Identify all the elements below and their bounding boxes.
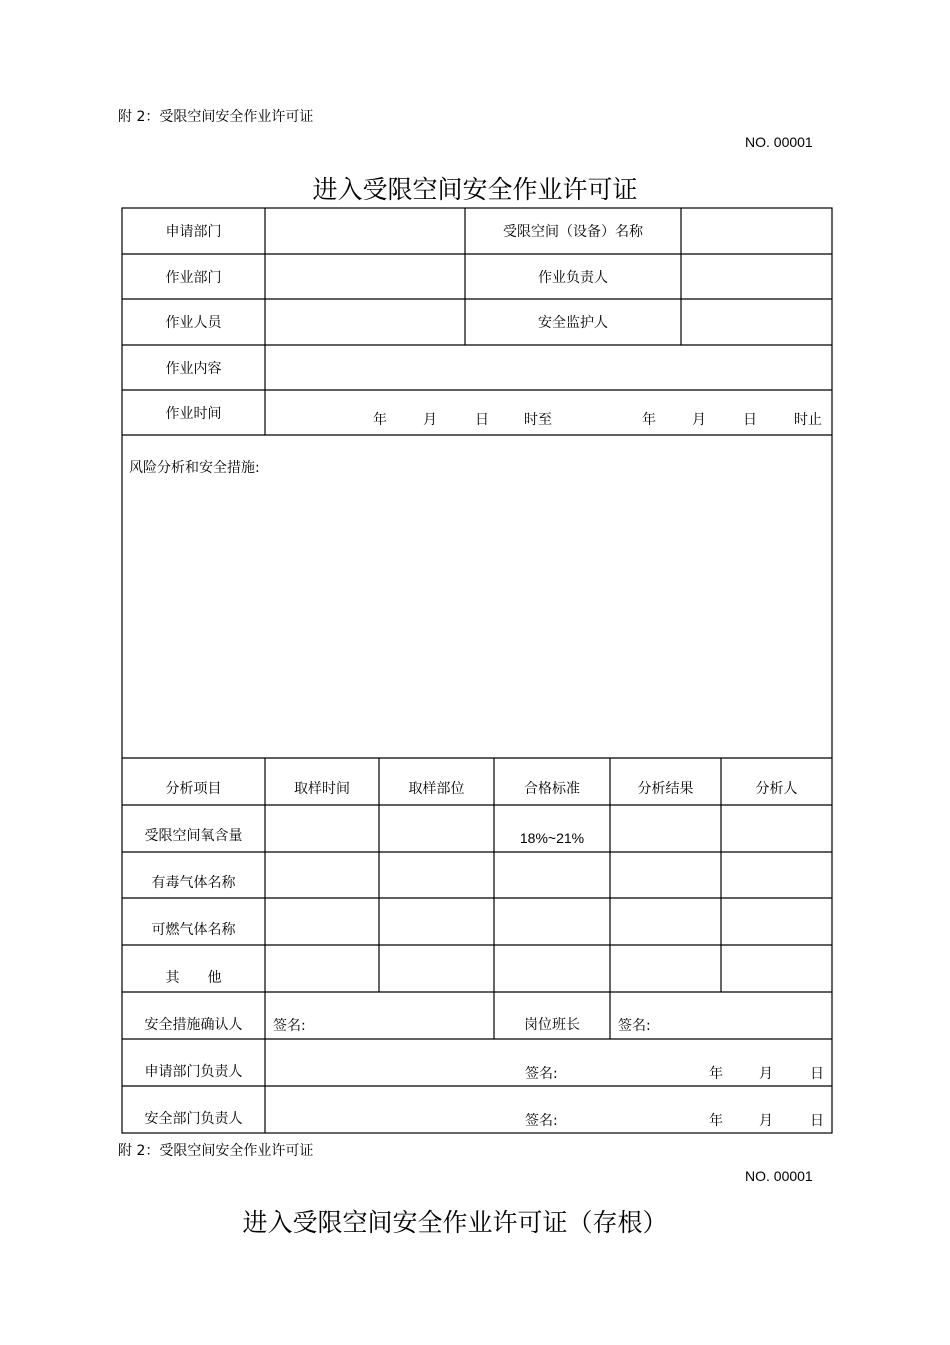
risk-analysis-field[interactable] [122,480,832,758]
work-dept-label: 作业部门 [165,269,222,286]
safety-head-day: 日 [810,1113,824,1129]
col-sample-time: 取样时间 [294,781,350,797]
risk-analysis-label: 风险分析和安全措施: [129,460,260,476]
row-oxygen-item: 受限空间氧含量 [144,828,243,844]
time-month-end: 月 [692,412,706,428]
post-leader-label: 岗位班长 [524,1016,580,1033]
stub-form-title: 进入受限空间安全作业许可证（存根） [242,1208,668,1237]
apply-dept-head-label: 申请部门负责人 [144,1063,243,1080]
safety-head-month: 月 [759,1113,773,1129]
post-leader-sign-label: 签名: [618,1018,651,1034]
time-hour-end: 时止 [794,412,822,428]
safety-supervisor-label: 安全监护人 [538,315,608,331]
time-year-start: 年 [373,412,387,428]
time-hour-to: 时至 [524,412,552,428]
col-sample-location: 取样部位 [408,781,465,797]
serial-number: NO. 00001 [745,134,813,150]
annex-title: 附 2：受限空间安全作业许可证 [118,109,314,125]
safety-head-sign-label: 签名: [525,1113,558,1129]
stub-annex-title: 附 2：受限空间安全作业许可证 [118,1143,314,1159]
work-leader-field[interactable] [681,254,832,299]
col-analyst: 分析人 [755,781,798,797]
apply-head-sign-label: 签名: [525,1066,558,1082]
safety-supervisor-field[interactable] [681,299,832,345]
apply-head-year: 年 [709,1066,723,1082]
work-time-label: 作业时间 [165,405,222,422]
time-year-end: 年 [642,412,656,428]
apply-dept-label: 申请部门 [165,224,222,240]
col-result: 分析结果 [637,781,694,797]
space-name-label: 受限空间（设备）名称 [503,224,643,240]
workers-field[interactable] [265,299,465,345]
work-leader-label: 作业负责人 [538,269,608,286]
safety-dept-head-label: 安全部门负责人 [144,1110,243,1127]
time-day-start: 日 [475,412,489,428]
time-month-start: 月 [423,412,437,428]
measures-confirmer-label: 安全措施确认人 [144,1016,243,1033]
row-toxic-item: 有毒气体名称 [151,874,236,891]
row-oxygen-standard: 18%~21% [519,830,585,846]
apply-head-day: 日 [810,1066,824,1082]
work-dept-field[interactable] [265,254,465,299]
space-name-field[interactable] [681,208,832,254]
col-analysis-item: 分析项目 [165,781,222,797]
form-title: 进入受限空间安全作业许可证 [312,175,638,204]
confirmer-sign-label: 签名: [273,1018,306,1034]
work-content-field[interactable] [265,345,832,390]
time-day-end: 日 [743,412,757,428]
work-content-label: 作业内容 [165,360,222,377]
apply-head-month: 月 [759,1066,773,1082]
col-standard: 合格标准 [524,781,580,797]
row-other-item: 其 他 [165,969,222,986]
stub-serial-number: NO. 00001 [745,1168,813,1184]
apply-dept-field[interactable] [265,208,465,254]
safety-head-year: 年 [709,1113,723,1129]
workers-label: 作业人员 [165,315,222,331]
row-flammable-item: 可燃气体名称 [151,921,236,938]
